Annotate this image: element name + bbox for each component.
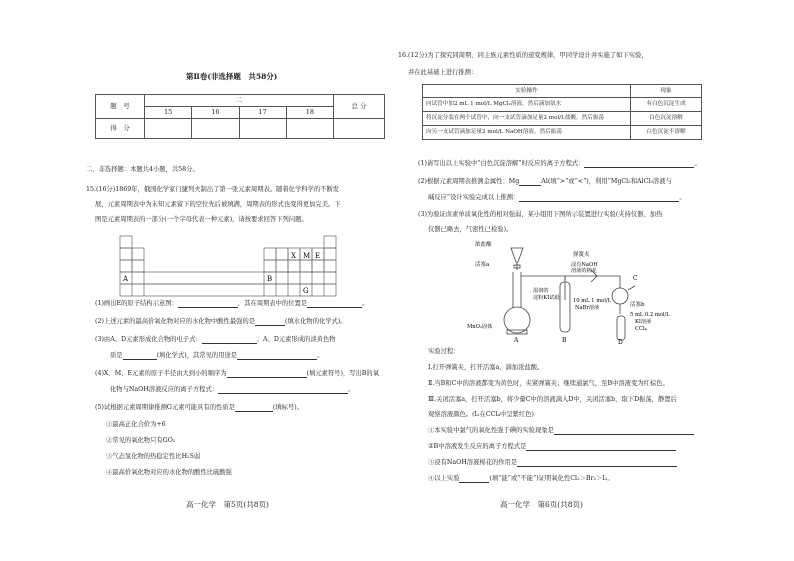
procedure-step: Ⅲ.关闭活塞a，打开活塞b，将少量C中的溶液滴入D中，关闭活塞b，取下D振荡，静置后 bbox=[428, 396, 677, 403]
label-wet-paper: 淀粉KI试纸 bbox=[533, 295, 560, 301]
q16-item-1: (1)请写出以上实验中“白色沉淀溶解”时反应的离子方程式： 。 bbox=[418, 160, 701, 167]
q15-item-3-cont: 质是 (填化学式)，其常见的用途是 。 bbox=[110, 352, 324, 359]
score-cell[interactable] bbox=[239, 119, 286, 139]
label-ccl4: CCl₄ bbox=[635, 326, 647, 332]
element-E: E bbox=[315, 252, 321, 260]
part-heading: 二、非选择题：本题共4小题，共58分。 bbox=[86, 166, 199, 173]
label-A: A bbox=[514, 337, 519, 344]
answer-blank[interactable] bbox=[517, 466, 677, 467]
answer-blank[interactable] bbox=[255, 325, 285, 326]
table-row: 向试管中加2 mL 1 mol/L MgCl₂溶液，然后滴加氨水 有白色沉淀生成 bbox=[423, 98, 702, 112]
table-row: 将沉淀分装在两个试管中，向一支试管滴加足量2 mol/L盐酸，然后振荡 白色沉淀溶解 bbox=[423, 112, 702, 126]
q15-option: ②常见的氧化物只有GO₂ bbox=[106, 437, 176, 444]
q15-option: ④最高价氧化物对应的水化物的酸性比硫酸强 bbox=[106, 469, 232, 476]
score-cell[interactable] bbox=[334, 119, 385, 139]
answer-blank[interactable] bbox=[218, 393, 348, 394]
element-X: X bbox=[291, 252, 296, 260]
element-A: A bbox=[123, 275, 129, 283]
answer-blank[interactable] bbox=[237, 359, 317, 360]
q15-option: ③气态氢化物的热稳定性比H₂S弱 bbox=[106, 453, 201, 460]
label-naoh-cotton: 浸有NaOH bbox=[571, 262, 598, 268]
answer-blank[interactable] bbox=[526, 450, 676, 451]
procedure-step: Ⅰ.打开弹簧夹，打开活塞a，滴加浓盐酸。 bbox=[428, 364, 544, 371]
group-header: 二 bbox=[145, 95, 334, 107]
label-naoh-cotton: 溶液的棉花 bbox=[571, 268, 597, 274]
q16-intro-line: 16.(12分)为了探究同周期、同主族元素性质的递变规律，甲同学设计并实施了如下实验， bbox=[398, 52, 648, 59]
label-C: C bbox=[633, 275, 638, 282]
q16-item-2: (2)根据元素周期表推测金属性：Mg Al(填“>”或“<”)，利用“MgCl₂和AlCl₃溶液与 bbox=[418, 178, 672, 185]
procedure-step: Ⅱ.当B和C中的溶液都变为黄色时，夹紧弹簧夹；继续通氯气，至B中溶液变为红棕色。 bbox=[428, 380, 669, 387]
element-G: G bbox=[303, 287, 309, 295]
label-B: B bbox=[562, 337, 567, 344]
procedure-step-cont: 观察溶液颜色。(I₂在CCl₄中呈紫红色) bbox=[428, 411, 534, 418]
label-ki: KI溶液 bbox=[635, 319, 652, 325]
q15-item-4-cont: 化物与NaOH溶液反应的离子方程式： 。 bbox=[110, 386, 355, 393]
q15-item-2: (2)上述元素的最高价氧化物对应的水化物中酸性最强的是 (填水化物的化学式)。 bbox=[95, 318, 347, 325]
page-footer-right: 高一化学 第6页(共8页) bbox=[500, 500, 583, 509]
q15-intro-line: 展，元素周期表中为未知元素留下的空位先后被填满，周期表的形式也变得更加完美。下 bbox=[95, 201, 341, 208]
label-stopcock-b: 活塞b bbox=[630, 302, 645, 308]
q-number: 18 bbox=[286, 107, 333, 119]
label-nabr: NaBr溶液 bbox=[575, 305, 600, 311]
label-wet-paper: 湿润的 bbox=[533, 288, 549, 294]
q16-intro-line: 并在此基础上进行推测： bbox=[408, 69, 478, 76]
score-table bbox=[95, 94, 385, 139]
experiment-table bbox=[422, 84, 702, 140]
answer-blank[interactable] bbox=[519, 201, 679, 202]
score-cell[interactable] bbox=[145, 119, 192, 139]
score-cell[interactable] bbox=[192, 119, 239, 139]
q-number: 17 bbox=[239, 107, 286, 119]
answer-blank[interactable] bbox=[519, 185, 541, 186]
answer-blank[interactable] bbox=[584, 167, 694, 168]
label-stopcock-a: 活塞a bbox=[475, 262, 490, 268]
label-nabr: 10 mL 1 mol/L bbox=[573, 298, 612, 304]
answer-blank[interactable] bbox=[178, 307, 238, 308]
q16-sub-1: ①本实验中氯气的氧化性强于碘的实验现象是 bbox=[428, 427, 694, 435]
q16-item-3-cont: 仪器已略去，气密性已检验)。 bbox=[428, 226, 513, 233]
answer-blank[interactable] bbox=[123, 359, 157, 360]
label-ki: 5 mL 0.2 mol/L bbox=[630, 312, 670, 318]
label-conc-hcl: 浓盐酸 bbox=[475, 242, 492, 248]
q16-item-2-cont: 碱反应”设计实验完成以上推测： 。 bbox=[428, 194, 686, 201]
q16-sub-3: ③浸有NaOH溶液棉花的作用是 bbox=[428, 459, 677, 467]
row-label-question: 题 号 bbox=[96, 95, 145, 119]
answer-blank[interactable] bbox=[227, 377, 307, 378]
total-label: 总 分 bbox=[334, 95, 385, 119]
q15-item-1: (1)画出E的原子结构示意图： ，其在周期表中的位置是 。 bbox=[95, 300, 369, 307]
answer-blank[interactable] bbox=[459, 482, 489, 483]
row-label-score: 得 分 bbox=[96, 119, 145, 139]
answer-blank[interactable] bbox=[235, 411, 273, 412]
section-title: 第Ⅱ卷(非选择题 共58分) bbox=[186, 72, 278, 81]
table-header: 实验操作 bbox=[423, 85, 631, 98]
q16-item-3: (3)为验证卤素单质氧化性的相对强弱，某小组用下图所示装置进行实验(夹持仪器、加热 bbox=[418, 211, 663, 218]
label-D: D bbox=[618, 339, 623, 345]
q15-intro-line: 15.(16分)1869年，俄国化学家门捷列夫制出了第一张元素周期表。随着化学科学的不断发 bbox=[86, 186, 340, 193]
label-mno2: MnO₂固体 bbox=[467, 324, 493, 330]
answer-blank[interactable] bbox=[202, 343, 257, 344]
label-clamp: 弹簧夹 bbox=[573, 252, 590, 258]
page-footer-left: 高一化学 第5页(共8页) bbox=[186, 500, 269, 509]
q-number: 15 bbox=[145, 107, 192, 119]
answer-blank[interactable] bbox=[307, 307, 362, 308]
q16-sub-4: ④以上实验 (填“能”或“不能”)证明氧化性Cl₂＞Br₂＞I₂。 bbox=[428, 475, 614, 482]
q15-option: ①最高正化合价为+6 bbox=[106, 421, 166, 428]
element-B: B bbox=[267, 275, 273, 283]
q16-sub-2: ②B中溶液发生反应的离子方程式是 bbox=[428, 443, 676, 451]
answer-blank[interactable] bbox=[554, 434, 694, 435]
table-row: 向另一支试管滴加足量2 mol/L NaOH溶液，然后振荡 白色沉淀不溶解 bbox=[423, 126, 702, 140]
q15-item-5: (5)试根据元素周期律推测G元素可能具有的性质是 (填标号)。 bbox=[95, 404, 303, 411]
q15-item-4: (4)X、M、E元素的原子半径由大到小的顺序为 (填元素符号)，写出B的氧 bbox=[95, 370, 380, 377]
q15-intro-line: 图是元素周期表的一部分(一个字母代表一种元素)，请按要求回答下列问题。 bbox=[95, 216, 308, 223]
score-cell[interactable] bbox=[286, 119, 333, 139]
apparatus-diagram bbox=[455, 240, 705, 345]
q15-item-3: (3)由A、D元素形成化合物的电子式： ；A、D元素形成的淡黄色物 bbox=[95, 336, 336, 343]
procedure-heading: 实验过程： bbox=[428, 348, 460, 355]
q-number: 16 bbox=[192, 107, 239, 119]
table-header: 现象 bbox=[631, 85, 702, 98]
element-M: M bbox=[303, 252, 311, 260]
